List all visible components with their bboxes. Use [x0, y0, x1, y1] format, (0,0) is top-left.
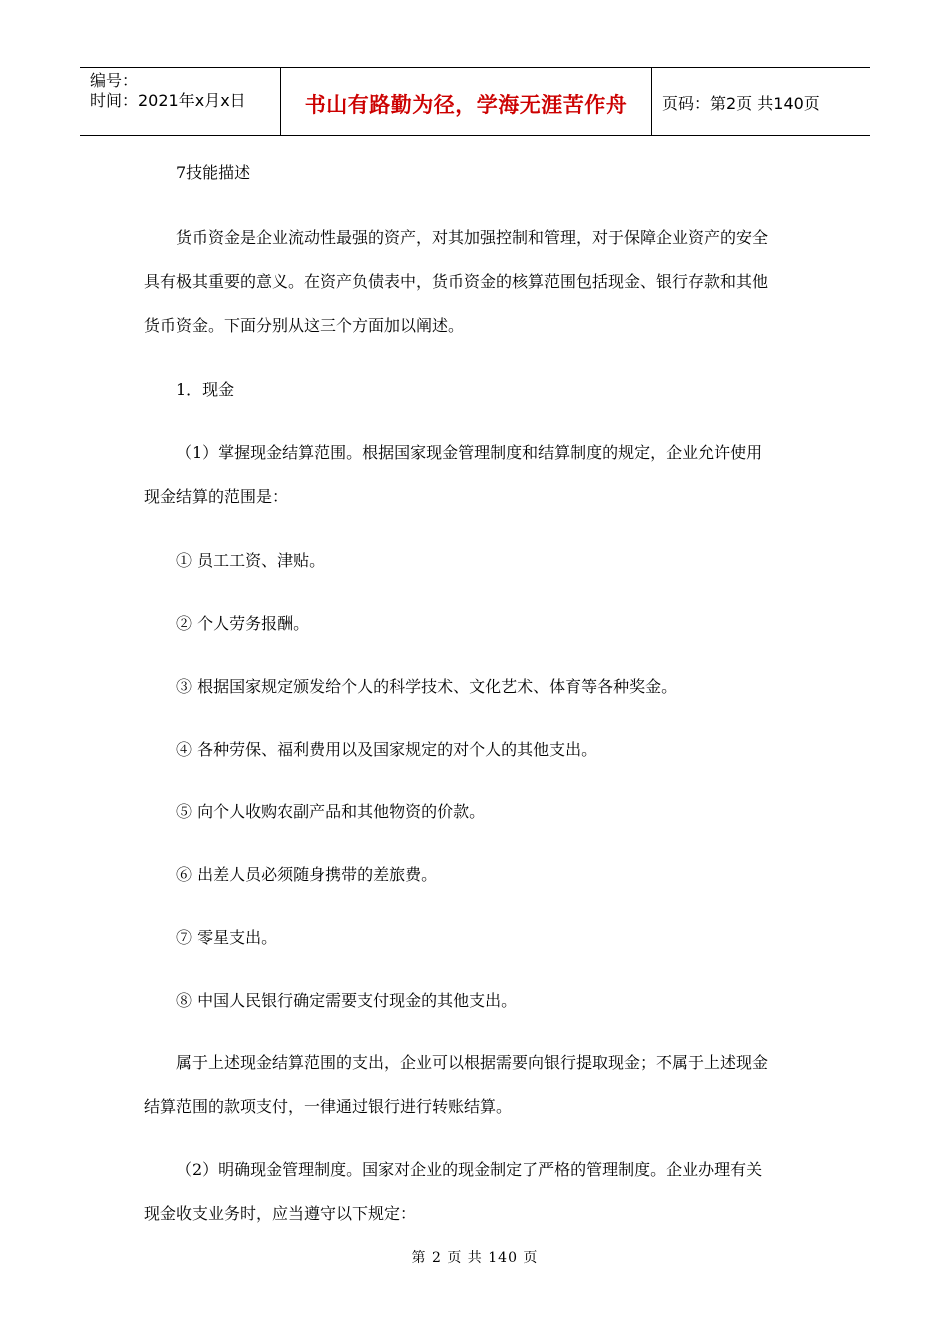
paragraph-3-line-2: 现金收支业务时，应当遵守以下规定： [144, 1204, 417, 1223]
page-footer: 第 2 页 共 140 页 [411, 1250, 539, 1266]
heading-cash: 1．现金 [176, 380, 235, 399]
intro-line-1: 货币资金是企业流动性最强的资产，对其加强控制和管理，对于保障企业资产的安全 [176, 228, 769, 247]
list-item: ③ 根据国家规定颁发给个人的科学技术、文化艺术、体育等各种奖金。 [176, 677, 678, 696]
intro-line-3: 货币资金。下面分别从这三个方面加以阐述。 [144, 316, 465, 335]
paragraph-2-line-1: 属于上述现金结算范围的支出，企业可以根据需要向银行提取现金；不属于上述现金 [176, 1053, 769, 1072]
time-label: 时间：2021年x月x日 [90, 91, 246, 110]
intro-line-2: 具有极其重要的意义。在资产负债表中，货币资金的核算范围包括现金、银行存款和其他 [144, 272, 769, 291]
number-label: 编号： [90, 71, 139, 90]
section-title: 7技能描述 [176, 163, 251, 182]
paragraph-1-line-2: 现金结算的范围是： [144, 487, 289, 506]
list-item: ⑦ 零星支出。 [176, 928, 278, 947]
list-item: ⑥ 出差人员必须随身携带的差旅费。 [176, 865, 438, 884]
header-meta-cell [80, 68, 281, 135]
list-item: ⑤ 向个人收购农副产品和其他物资的价款。 [176, 802, 486, 821]
list-item: ⑧ 中国人民银行确定需要支付现金的其他支出。 [176, 991, 518, 1010]
list-item: ① 员工工资、津贴。 [176, 551, 326, 570]
paragraph-1-line-1: （1）掌握现金结算范围。根据国家现金管理制度和结算制度的规定，企业允许使用 [176, 443, 763, 462]
header-motto: 书山有路勤为径，学海无涯苦作舟 [281, 68, 652, 135]
list-item: ④ 各种劳保、福利费用以及国家规定的对个人的其他支出。 [176, 740, 598, 759]
paragraph-2-line-2: 结算范围的款项支付，一律通过银行进行转账结算。 [144, 1097, 513, 1116]
document-header [80, 67, 870, 136]
header-page-info: 页码：第2页 共140页 [662, 94, 820, 113]
list-item: ② 个人劳务报酬。 [176, 614, 310, 633]
paragraph-3-line-1: （2）明确现金管理制度。国家对企业的现金制定了严格的管理制度。企业办理有关 [176, 1160, 763, 1179]
